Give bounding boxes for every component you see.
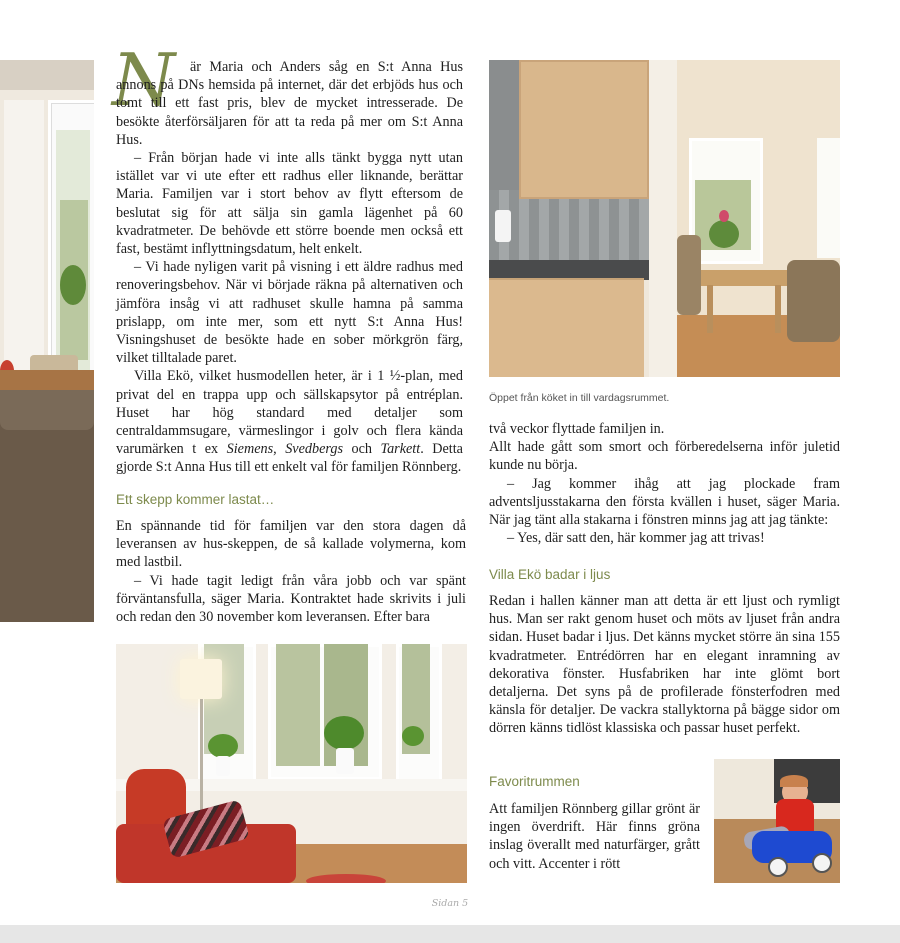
paragraph: Allt hade gått som smort och förberedelserna inför juletid kunde nu börja. bbox=[489, 439, 840, 474]
brand-name: Siemens bbox=[226, 441, 274, 458]
paragraph: – Från början hade vi inte alls tänkt bygga nytt utan istället var vi ute efter ett radhus eller liknande, berättar Maria. Familjen var i stort behov av flytt eftersom de beslutat sig för att sälja sin gamla lägenhet på 60 kvadratmeter. De behövde ett större boende men också ett fast, bestämt inflyttningsdatum, helt enkelt. bbox=[116, 150, 463, 258]
page-number: Sidan 5 bbox=[431, 898, 469, 909]
living-room-photo bbox=[116, 644, 467, 883]
article-column-2-bottom bbox=[489, 800, 700, 873]
paragraph-text: . Detta gjorde S:t Anna Hus till ett enkelt val för familjen Rönnberg. bbox=[116, 441, 463, 476]
paragraph: – Yes, där satt den, här kommer jag att trivas! bbox=[507, 530, 765, 547]
separator: , bbox=[273, 441, 286, 458]
article-column-2-top bbox=[489, 420, 840, 547]
article-column-2-middle bbox=[489, 592, 840, 738]
paragraph: – Jag kommer ihåg att jag plockade fram adventsljusstakarna den första kvällen i huset, säger Maria. När jag tänt alla stakarna i fönstren minns jag att jag tänkte: bbox=[489, 475, 840, 529]
paragraph: Att familjen Rönnberg gillar grönt är ingen överdrift. Här finns gröna inslag överallt med naturfärger, grått och vitt. Accenter i rött bbox=[489, 801, 700, 872]
section-heading: Villa Ekö badar i ljus bbox=[489, 567, 611, 582]
paragraph-text: är Maria och Anders såg en S:t Anna Hus annons på DNs hemsida på internet, där det erbjöds hus och tomt till ett fast pris, blev de mycket intresserade. De besökte återförsäljaren för att ta reda på mer om S:t Anna Hus. bbox=[116, 59, 463, 148]
paragraph: En spännande tid för familjen var den stora dagen då leveransen av hus-skeppen, de så kallade volymerna, kom med lastbil. bbox=[116, 518, 466, 571]
paragraph: – Vi hade tagit ledigt från våra jobb och var spänt förväntansfulla, säger Maria. Kontraktet hade skrivits i juli och redan den 30 november kom leveransen. Efter bara bbox=[116, 572, 466, 626]
section-heading: Ett skepp kommer lastat… bbox=[116, 492, 275, 507]
paragraph: – Vi hade nyligen varit på visning i ett äldre radhus med renoveringsbehov. När vi började räkna på alternativen och jämföra insåg vi att radhuset skulle hamna på samma prislapp, om inte mer, som ett nytt S:t Anna Hus! Visningshuset de besökte hade en sober mörkgrön färg, vilket tilltalade paret. bbox=[116, 259, 463, 367]
interior-photo-left bbox=[0, 60, 94, 622]
article-column-1-bottom bbox=[116, 517, 466, 626]
paragraph: två veckor flyttade familjen in. bbox=[489, 421, 665, 437]
kitchen-photo bbox=[489, 60, 840, 377]
photo-caption: Öppet från köket in till vardagsrummet. bbox=[489, 392, 670, 404]
brand-name: Tarkett bbox=[380, 441, 421, 458]
child-on-toy-car-photo bbox=[714, 759, 840, 883]
article-column-1-top bbox=[116, 58, 463, 477]
paragraph bbox=[116, 58, 463, 149]
drop-cap-letter: N bbox=[112, 38, 175, 122]
paragraph bbox=[116, 367, 463, 476]
paragraph: Redan i hallen känner man att detta är ett ljust och rymligt hus. Man ser rakt genom huset och möts av ljuset från andra sidan. Huset badar i ljus. Det känns mycket större än sina 155 kvadratmeter. Entrédörren har en elegant inramning av dekorativa fönster. Husfabriken har inte glömt bort detaljerna. Det syns på de profilerade fönsterfodren med känsla för detaljer. De vackra stallyktorna på bägge sidor om dörren känns tidlöst klassiska och passar huset perfekt. bbox=[489, 593, 840, 737]
section-heading: Favoritrummen bbox=[489, 774, 580, 789]
footer-bar bbox=[0, 925, 900, 943]
brand-name: Svedbergs bbox=[285, 441, 343, 458]
paragraph-text: Villa Ekö, vilket husmodellen heter, är i 1 ½-plan, med privat del en trappa upp och sällskapsytor på entréplan. Huset har hög standard med detaljer som centraldammsugare, värmeslingor i golv och flera kända varumärken t ex bbox=[116, 368, 463, 458]
separator: och bbox=[342, 441, 381, 458]
